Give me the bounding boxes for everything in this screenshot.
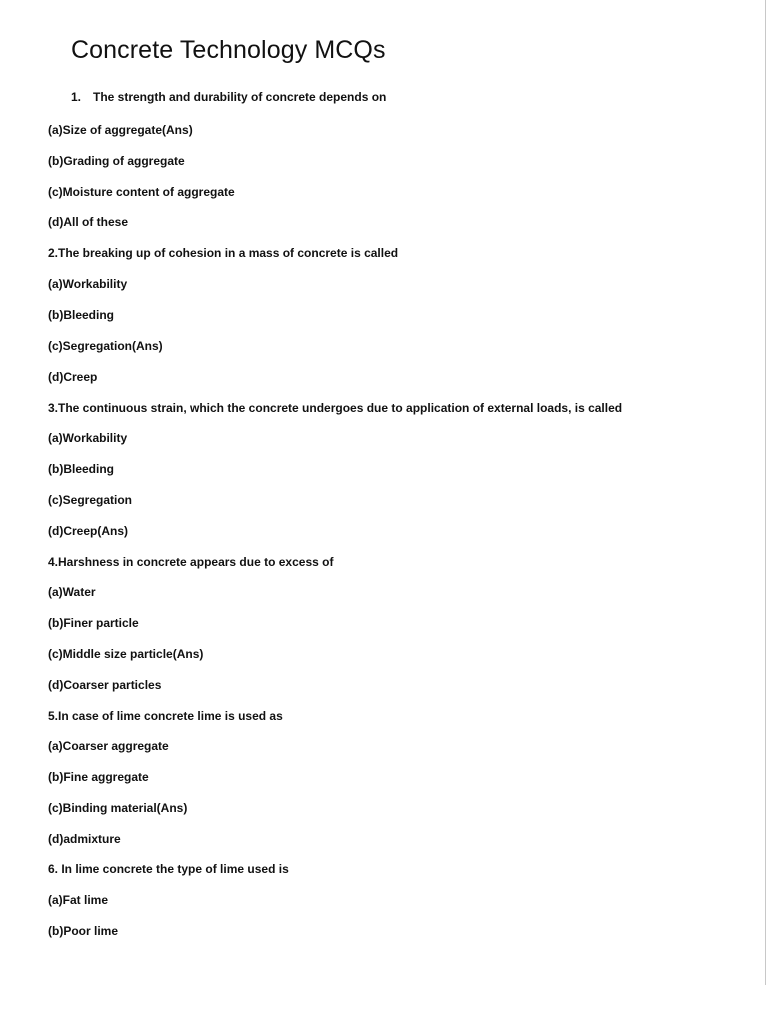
option-1c: (c)Moisture content of aggregate (48, 185, 235, 199)
option-6b: (b)Poor lime (48, 924, 119, 938)
option-4d: (d)Coarser particles (48, 678, 162, 692)
option-5c: (c)Binding material(Ans) (48, 801, 188, 815)
question-1 (71, 90, 386, 104)
option-1a: (a)Size of aggregate(Ans) (48, 123, 193, 137)
page-edge-divider (765, 0, 766, 985)
question-2: 2.The breaking up of cohesion in a mass of concrete is called (48, 246, 399, 260)
question-text: The strength and durability of concrete depends on (93, 90, 387, 104)
option-3b: (b)Bleeding (48, 462, 114, 476)
question-4: 4.Harshness in concrete appears due to excess of (48, 555, 334, 569)
option-5d: (d)admixture (48, 832, 121, 846)
question-5: 5.In case of lime concrete lime is used as (48, 709, 283, 723)
option-5b: (b)Fine aggregate (48, 770, 149, 784)
question-number: 1. (71, 90, 82, 104)
option-3a: (a)Workability (48, 431, 128, 445)
option-1b: (b)Grading of aggregate (48, 154, 185, 168)
option-3d: (d)Creep(Ans) (48, 524, 128, 538)
option-2d: (d)Creep (48, 370, 98, 384)
option-4a: (a)Water (48, 585, 96, 599)
option-2b: (b)Bleeding (48, 308, 114, 322)
option-5a: (a)Coarser aggregate (48, 739, 169, 753)
document-title: Concrete Technology MCQs (71, 36, 386, 64)
option-4b: (b)Finer particle (48, 616, 139, 630)
question-6: 6. In lime concrete the type of lime used is (48, 862, 289, 876)
option-2a: (a)Workability (48, 277, 128, 291)
option-1d: (d)All of these (48, 215, 128, 229)
option-2c: (c)Segregation(Ans) (48, 339, 163, 353)
option-6a: (a)Fat lime (48, 893, 109, 907)
option-4c: (c)Middle size particle(Ans) (48, 647, 204, 661)
question-3: 3.The continuous strain, which the concrete undergoes due to application of external loads, is called (48, 401, 623, 415)
option-3c: (c)Segregation (48, 493, 133, 507)
